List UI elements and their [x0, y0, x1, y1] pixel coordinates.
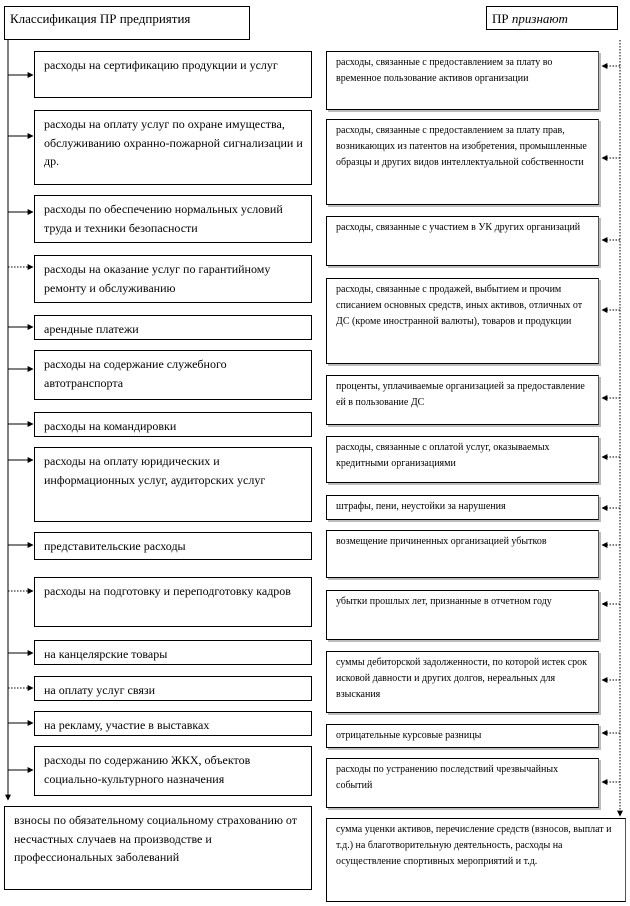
left-item-label: расходы на командировки — [44, 419, 177, 433]
right-item-label: расходы, связанные с участием в УК других организаций — [336, 222, 581, 233]
left-item — [34, 676, 312, 701]
left-item — [34, 110, 312, 185]
right-item — [326, 590, 599, 640]
left-item-label: на канцелярские товары — [44, 647, 168, 661]
left-item-label: расходы на оплату услуг по охране имущества, обслуживанию охранно-пожарной сигнализации и др. — [44, 117, 303, 169]
left-bottom-label: взносы по обязательному социальному страхованию от несчастных случаев на производстве и профессиональных заболеваний — [14, 813, 298, 865]
right-item-label: штрафы, пени, неустойки за нарушения — [336, 501, 506, 512]
left-item — [34, 577, 312, 627]
right-item — [326, 375, 599, 425]
right-item-label: суммы дебиторской задолженности, по которой истек срок исковой давности и других долгов, нереальных для взыскания — [336, 657, 587, 700]
right-item-label: возмещение причиненных организацией убытков — [336, 536, 547, 547]
right-bottom-item — [326, 818, 626, 902]
left-item — [34, 447, 312, 522]
left-item-label: расходы на оказание услуг по гарантийному ремонту и обслуживанию — [44, 262, 271, 295]
left-header-label: Классификация ПР предприятия — [10, 11, 191, 26]
right-item — [326, 119, 599, 205]
left-item — [34, 640, 312, 665]
left-item-label: расходы на оплату юридических и информационных услуг, аудиторских услуг — [44, 454, 266, 487]
right-item-label: проценты, уплачиваемые организацией за предоставление ей в пользование ДС — [336, 381, 585, 408]
left-item — [34, 746, 312, 796]
left-item-label: арендные платежи — [44, 322, 139, 336]
right-item-label: отрицательные курсовые разницы — [336, 730, 482, 741]
left-header — [4, 6, 250, 40]
left-item — [34, 315, 312, 340]
left-item — [34, 195, 312, 243]
right-item-label: расходы, связанные с предоставлением за плату во временное пользование активов организации — [336, 57, 553, 84]
left-item-label: расходы на сертификацию продукции и услуг — [44, 58, 278, 72]
right-item-label: расходы, связанные с оплатой услуг, оказываемых кредитными организациями — [336, 442, 550, 469]
right-item — [326, 724, 599, 748]
left-item — [34, 255, 312, 303]
right-item — [326, 495, 599, 520]
right-item-label: расходы, связанные с продажей, выбытием и прочим списанием основных средств, иных активов, отличных от ДС (кроме иностранной валюты), товаров и продукции — [336, 284, 583, 327]
right-item — [326, 436, 599, 483]
right-item — [326, 651, 599, 713]
right-item-label: расходы по устранению последствий чрезвычайных событий — [336, 764, 559, 791]
right-item — [326, 278, 599, 364]
right-header-prefix: ПР — [492, 11, 512, 26]
left-item-label: расходы на подготовку и переподготовку кадров — [44, 584, 291, 598]
right-item-label: убытки прошлых лет, признанные в отчетном году — [336, 596, 552, 607]
left-item-label: расходы по обеспечению нормальных условий труда и техники безопасности — [44, 202, 283, 235]
right-item-label: расходы, связанные с предоставлением за плату прав, возникающих из патентов на изобретения, промышленные образцы и других видов интеллектуальной собственности — [336, 125, 587, 168]
left-item — [34, 51, 312, 98]
right-item — [326, 51, 599, 110]
left-item-label: на оплату услуг связи — [44, 683, 156, 697]
left-item-label: представительские расходы — [44, 539, 186, 553]
left-item-label: расходы по содержанию ЖКХ, объектов социально-культурного назначения — [44, 753, 251, 786]
left-item-label: расходы на содержание служебного автотранспорта — [44, 357, 227, 390]
left-item — [34, 711, 312, 736]
left-item — [34, 350, 312, 400]
left-bottom-item — [4, 806, 312, 890]
right-item — [326, 530, 599, 578]
right-item — [326, 216, 599, 266]
right-item-label: сумма уценки активов, перечисление средств (взносов, выплат и т.д.) на благотворительную деятельность, расходы на осуществление спортивных мероприятий и т.д. — [336, 824, 612, 867]
left-item — [34, 412, 312, 437]
right-header — [486, 6, 618, 30]
right-item — [326, 758, 599, 808]
left-item-label: на рекламу, участие в выставках — [44, 718, 210, 732]
right-header-emphasis: признают — [511, 11, 568, 26]
left-item — [34, 532, 312, 560]
